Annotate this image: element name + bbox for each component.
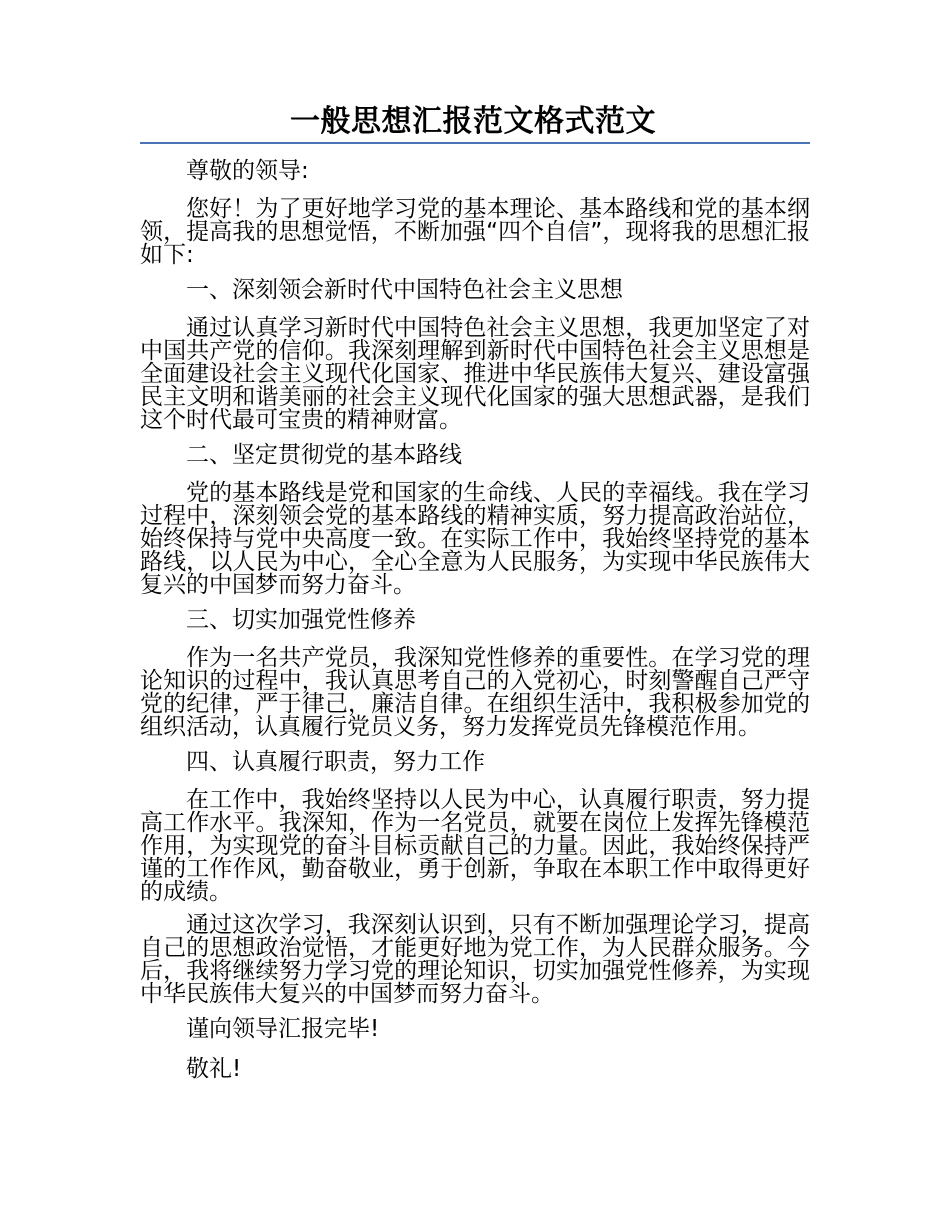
intro-paragraph: 您好！为了更好地学习党的基本理论、基本路线和党的基本纲领，提高我的思想觉悟，不断加强“四个自信”，现将我的思想汇报如下: [140, 196, 810, 268]
section-heading-3: 三、切实加强党性修养 [186, 607, 416, 633]
regards-line: 敬礼! [186, 1056, 242, 1082]
section-body-3: 作为一名共产党员，我深知党性修养的重要性。在学习党的理论知识的过程中，我认真思考自己的入党初心，时刻警醒自己严守党的纪律，严于律己，廉洁自律。在组织生活中，我积极参加党的组织活动，认真履行党员义务，努力发挥党员先锋模范作用。 [140, 645, 810, 740]
title-area [140, 104, 810, 144]
section-heading-4: 四、认真履行职责，努力工作 [186, 749, 485, 775]
section-body-2: 党的基本路线是党和国家的生命线、人民的幸福线。我在学习过程中，深刻领会党的基本路线的精神实质，努力提高政治站位，始终保持与党中央高度一致。在实际工作中，我始终坚持党的基本路线，以人民为中心，全心全意为人民服务，为实现中华民族伟大复兴的中国梦而努力奋斗。 [140, 480, 810, 598]
conclusion-paragraph: 通过这次学习，我深刻认识到，只有不断加强理论学习，提高自己的思想政治觉悟，才能更好地为党工作，为人民群众服务。今后，我将继续努力学习党的理论知识，切实加强党性修养，为实现中华民族伟大复兴的中国梦而努力奋斗。 [140, 912, 810, 1007]
section-heading-2: 二、坚定贯彻党的基本路线 [186, 442, 462, 468]
section-body-4: 在工作中，我始终坚持以人民为中心，认真履行职责，努力提高工作水平。我深知，作为一名党员，就要在岗位上发挥先锋模范作用，为实现党的奋斗目标贡献自己的力量。因此，我始终保持严谨的工作作风，勤奋敬业，勇于创新，争取在本职工作中取得更好的成绩。 [140, 787, 810, 905]
section-body-1: 通过认真学习新时代中国特色社会主义思想，我更加坚定了对中国共产党的信仰。我深刻理解到新时代中国特色社会主义思想是全面建设社会主义现代化国家、推进中华民族伟大复兴、建设富强民主文明和谐美丽的社会主义现代化国家的强大思想武器，是我们这个时代最可宝贵的精神财富。 [140, 315, 810, 433]
salutation: 尊敬的领导: [186, 158, 309, 184]
document-title: 一般思想汇报范文格式范文 [290, 104, 656, 139]
section-heading-1: 一、深刻领会新时代中国特色社会主义思想 [186, 277, 623, 303]
closing-line: 谨向领导汇报完毕! [186, 1016, 380, 1042]
document-body [140, 158, 810, 1096]
